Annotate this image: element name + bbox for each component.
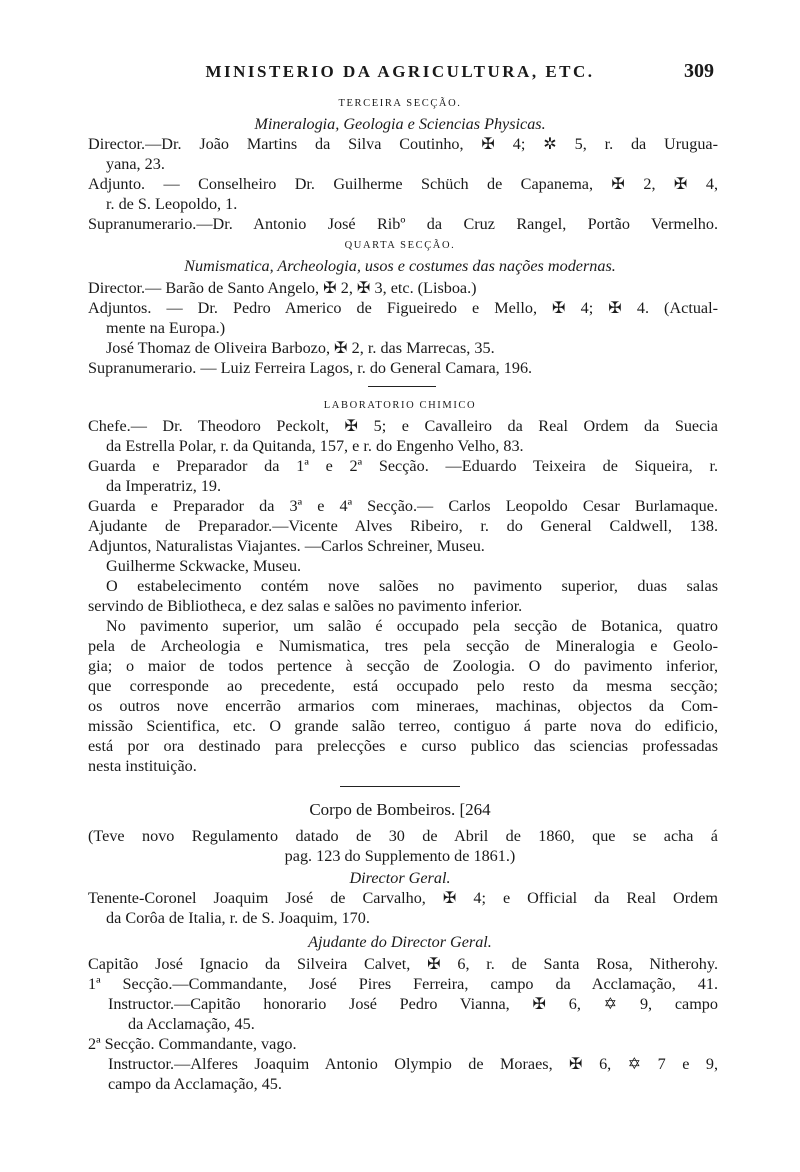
text-line: Chefe.— Dr. Theodoro Peckolt, ✠ 5; e Cavalleiro da Real Ordem da Suecia <box>88 417 718 435</box>
paragraph-line: pela de Archeologia e Numismatica, tres pela secção de Mineralogia e Geolo- <box>88 637 718 655</box>
text-line: Instructor.—Alferes Joaquim Antonio Olympio de Moraes, ✠ 6, ✡ 7 e 9, <box>108 1055 718 1073</box>
text-line: Guarda e Preparador da 1ª e 2ª Secção. —Eduardo Teixeira de Siqueira, r. <box>88 457 718 475</box>
text-line: Adjuntos. — Dr. Pedro Americo de Figueiredo e Mello, ✠ 4; ✠ 4. (Actual- <box>88 299 718 317</box>
page-number: 309 <box>684 60 714 82</box>
text-line: (Teve novo Regulamento datado de 30 de Abril de 1860, que se acha á <box>88 827 718 845</box>
text-line: da Corôa de Italia, r. de S. Joaquim, 170. <box>106 909 370 927</box>
paragraph-line: está por ora destinado para prelecções e curso publico das sciencias professadas <box>88 737 718 755</box>
divider <box>368 386 436 387</box>
section-subtitle: Numismatica, Archeologia, usos e costumes das nações modernas. <box>184 257 616 275</box>
text-line: yana, 23. <box>106 155 165 173</box>
text-line: da Acclamação, 45. <box>128 1015 255 1033</box>
text-line: Adjuntos, Naturalistas Viajantes. —Carlos Schreiner, Museu. <box>88 537 485 555</box>
section-subtitle: Ajudante do Director Geral. <box>308 933 492 951</box>
divider <box>340 786 460 787</box>
text-line: da Estrella Polar, r. da Quitanda, 157, e r. do Engenho Velho, 83. <box>106 437 524 455</box>
section-heading: TERCEIRA SECÇÃO. <box>338 98 462 109</box>
paragraph-line: servindo de Bibliotheca, e dez salas e salões no pavimento inferior. <box>88 597 523 615</box>
text-line: Capitão José Ignacio da Silveira Calvet, ✠ 6, r. de Santa Rosa, Nitherohy. <box>88 955 718 973</box>
section-subtitle: Mineralogia, Geologia e Sciencias Physicas. <box>254 115 546 133</box>
section-heading: QUARTA SECÇÃO. <box>344 240 456 251</box>
text-line: pag. 123 do Supplemento de 1861.) <box>284 847 516 865</box>
paragraph-line: No pavimento superior, um salão é occupado pela secção de Botanica, quatro <box>106 617 718 635</box>
text-line: mente na Europa.) <box>106 319 226 337</box>
text-line: 1ª Secção.—Commandante, José Pires Ferreira, campo da Acclamação, 41. <box>88 975 718 993</box>
text-line: Ajudante de Preparador.—Vicente Alves Ribeiro, r. do General Caldwell, 138. <box>88 517 718 535</box>
text-line: Supranumerario.—Dr. Antonio José Ribº da Cruz Rangel, Portão Vermelho. <box>88 215 718 233</box>
paragraph-line: gia; o maior de todos pertence à secção de Zoologia. O do pavimento inferior, <box>88 657 718 675</box>
section-title: Corpo de Bombeiros. [264 <box>309 800 491 819</box>
text-line: Director.—Dr. João Martins da Silva Coutinho, ✠ 4; ✲ 5, r. da Urugua- <box>88 135 718 153</box>
running-header: MINISTERIO DA AGRICULTURA, ETC. <box>205 62 595 81</box>
text-line: campo da Acclamação, 45. <box>108 1075 282 1093</box>
text-line: Adjunto. — Conselheiro Dr. Guilherme Schüch de Capanema, ✠ 2, ✠ 4, <box>88 175 718 193</box>
text-line: 2ª Secção. Commandante, vago. <box>88 1035 297 1053</box>
paragraph-line: nesta instituição. <box>88 757 197 775</box>
paragraph-line: os outros nove encerrão armarios com mineraes, machinas, objectos da Com- <box>88 697 718 715</box>
text-line: da Imperatriz, 19. <box>106 477 222 495</box>
section-heading: LABORATORIO CHIMICO <box>323 400 477 411</box>
text-line: Supranumerario. — Luiz Ferreira Lagos, r. do General Camara, 196. <box>88 359 533 377</box>
text-line: Guilherme Sckwacke, Museu. <box>106 557 302 575</box>
text-line: Guarda e Preparador da 3ª e 4ª Secção.— Carlos Leopoldo Cesar Burlamaque. <box>88 497 718 515</box>
text-line: José Thomaz de Oliveira Barbozo, ✠ 2, r. das Marrecas, 35. <box>106 339 495 357</box>
paragraph-line: que corresponde ao precedente, está occupado pelo resto da mesma secção; <box>88 677 718 695</box>
paragraph-line: O estabelecimento contém nove salões no pavimento superior, duas salas <box>106 577 718 595</box>
section-subtitle: Director Geral. <box>349 869 451 887</box>
text-line: Director.— Barão de Santo Angelo, ✠ 2, ✠ 3, etc. (Lisboa.) <box>88 279 477 297</box>
text-line: r. de S. Leopoldo, 1. <box>106 195 238 213</box>
paragraph-line: missão Scientifica, etc. O grande salão terreo, contiguo á parte nova do edificio, <box>88 717 718 735</box>
text-line: Tenente-Coronel Joaquim José de Carvalho, ✠ 4; e Official da Real Ordem <box>88 889 718 907</box>
text-line: Instructor.—Capitão honorario José Pedro Vianna, ✠ 6, ✡ 9, campo <box>108 995 718 1013</box>
